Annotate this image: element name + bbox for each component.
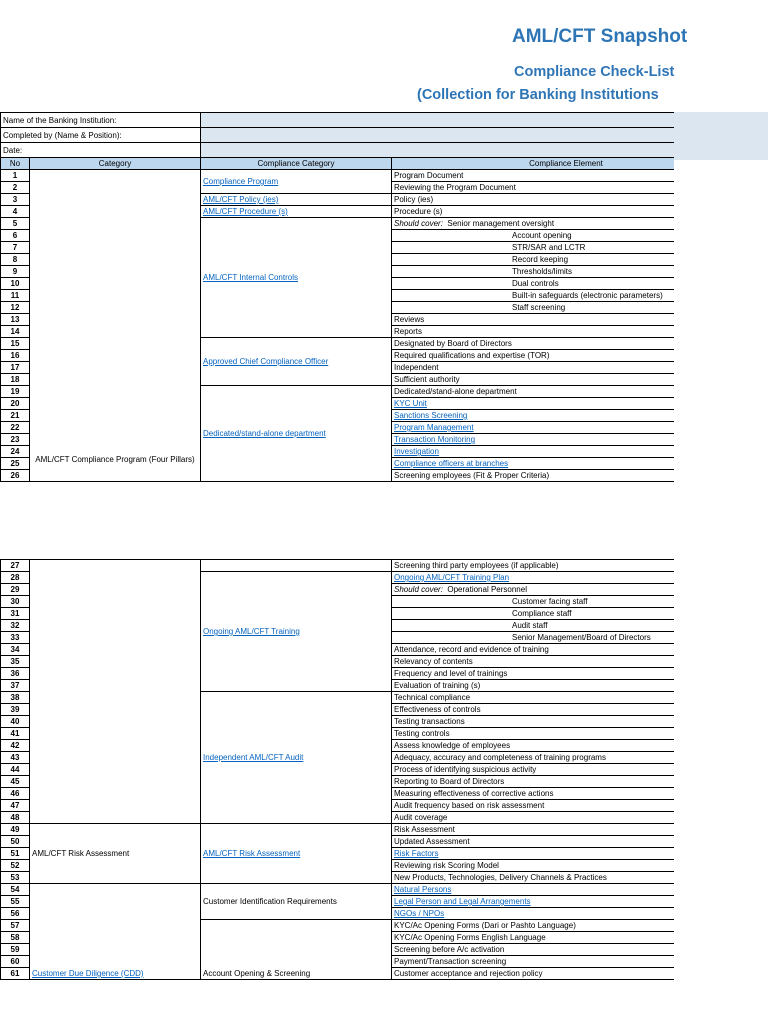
compliance-element: Required qualifications and expertise (TOR) [392,350,675,362]
compliance-element: Assess knowledge of employees [392,740,675,752]
compliance-category-link[interactable]: Approved Chief Compliance Officer [203,357,329,366]
row-no: 12 [1,302,30,314]
row-no: 35 [1,656,30,668]
row-no: 52 [1,860,30,872]
row-no: 47 [1,800,30,812]
compliance-element: Designated by Board of Directors [392,338,675,350]
subtitle-collection: (Collection for Banking Institutions [417,87,659,103]
col-header-compliance-category: Compliance Category [201,158,392,170]
compliance-element: Risk Assessment [392,824,675,836]
compliance-element-link[interactable]: Compliance officers at branches [394,459,509,468]
row-no: 59 [1,944,30,956]
category-cdd-link[interactable]: Customer Due Diligence (CDD) [32,969,144,978]
row-no: 27 [1,560,30,572]
row-no: 46 [1,788,30,800]
row-no: 11 [1,290,30,302]
compliance-element: Screening employees (Fit & Proper Criteria) [392,470,675,482]
field-label: Completed by (Name & Position): [1,128,201,143]
field-label: Date: [1,143,201,158]
row-no: 58 [1,932,30,944]
page-title: AML/CFT Snapshot [512,26,688,47]
compliance-element: New Products, Technologies, Delivery Channels & Practices [392,872,675,884]
row-no: 53 [1,872,30,884]
should-cover-label: Should cover: [394,585,443,594]
row-no: 37 [1,680,30,692]
compliance-element: Compliance staff [392,608,675,620]
row-no: 49 [1,824,30,836]
compliance-element: Audit staff [392,620,675,632]
row-no: 25 [1,458,30,470]
compliance-element-link[interactable]: Investigation [394,447,439,456]
row-no: 38 [1,692,30,704]
checklist-block-1 [0,112,674,524]
category-risk-assessment: AML/CFT Risk Assessment [32,849,130,858]
row-no: 32 [1,620,30,632]
row-no: 34 [1,644,30,656]
col-header-compliance-element: Compliance Element [392,158,675,170]
compliance-element-link[interactable]: NGOs / NPOs [394,909,445,918]
compliance-category-continued [201,560,392,572]
compliance-element: Customer acceptance and rejection policy [392,968,675,980]
category-pillars-continued [30,560,201,824]
row-no: 8 [1,254,30,266]
compliance-element: Senior Management/Board of Directors [392,632,675,644]
row-no: 31 [1,608,30,620]
row-no: 16 [1,350,30,362]
compliance-element: Reviews [392,314,675,326]
row-no: 23 [1,434,30,446]
row-no: 9 [1,266,30,278]
compliance-element: Testing transactions [392,716,675,728]
row-no: 10 [1,278,30,290]
completed-by-field[interactable] [201,128,675,143]
checklist-block-2 [0,559,674,1024]
compliance-element: Built-in safeguards (electronic parameters) [392,290,675,302]
row-no: 15 [1,338,30,350]
row-no: 33 [1,632,30,644]
compliance-element: Dedicated/stand-alone department [392,386,675,398]
compliance-element: Record keeping [392,254,675,266]
category-pillars: AML/CFT Compliance Program (Four Pillars) [35,455,195,464]
row-no: 1 [1,170,30,182]
compliance-element: Relevancy of contents [392,656,675,668]
field-label: Name of the Banking Institution: [1,113,201,128]
row-no: 45 [1,776,30,788]
row-no: 56 [1,908,30,920]
compliance-element: Senior management oversight [447,219,555,228]
row-no: 19 [1,386,30,398]
compliance-element: Staff screening [392,302,675,314]
compliance-element: Sufficient authority [392,374,675,386]
compliance-element-link[interactable]: KYC Unit [394,399,427,408]
compliance-category-link[interactable]: AML/CFT Policy (ies) [203,195,279,204]
row-no: 24 [1,446,30,458]
compliance-element: Evaluation of training (s) [392,680,675,692]
row-no: 48 [1,812,30,824]
row-no: 4 [1,206,30,218]
compliance-element-link[interactable]: Risk Factors [394,849,439,858]
compliance-element: Audit frequency based on risk assessment [392,800,675,812]
compliance-element: Adequacy, accuracy and completeness of training programs [392,752,675,764]
row-no: 54 [1,884,30,896]
compliance-element: Measuring effectiveness of corrective actions [392,788,675,800]
compliance-element: Reports [392,326,675,338]
compliance-element: Payment/Transaction screening [392,956,675,968]
compliance-element: Operational Personnel [447,585,527,594]
compliance-category: Account Opening & Screening [203,969,311,978]
row-no: 2 [1,182,30,194]
header-shade [674,112,768,160]
row-no: 51 [1,848,30,860]
row-no: 61 [1,968,30,980]
compliance-element: Customer facing staff [392,596,675,608]
compliance-element: Process of identifying suspicious activity [392,764,675,776]
compliance-element-link[interactable]: Sanctions Screening [394,411,468,420]
row-no: 14 [1,326,30,338]
col-header-no: No [1,158,30,170]
row-no: 30 [1,596,30,608]
institution-name-field[interactable] [201,113,675,128]
compliance-element-link[interactable]: Ongoing AML/CFT Training Plan [394,573,510,582]
row-no: 29 [1,584,30,596]
row-no: 28 [1,572,30,584]
compliance-element: Thresholds/limits [392,266,675,278]
row-no: 13 [1,314,30,326]
compliance-element: Effectiveness of controls [392,704,675,716]
compliance-category-link[interactable]: AML/CFT Procedure (s) [203,207,288,216]
row-no: 18 [1,374,30,386]
row-no: 41 [1,728,30,740]
compliance-category-link[interactable]: AML/CFT Internal Controls [203,273,298,282]
compliance-element: Attendance, record and evidence of training [392,644,675,656]
compliance-element: KYC/Ac Opening Forms English Language [392,932,675,944]
row-no: 5 [1,218,30,230]
row-no: 44 [1,764,30,776]
compliance-element-link[interactable]: Program Management [394,423,474,432]
compliance-element: Dual controls [392,278,675,290]
compliance-element: STR/SAR and LCTR [392,242,675,254]
compliance-element: Procedure (s) [392,206,675,218]
compliance-category-link[interactable]: AML/CFT Risk Assessment [203,849,301,858]
row-no: 22 [1,422,30,434]
compliance-element: Frequency and level of trainings [392,668,675,680]
compliance-category-link[interactable]: Compliance Program [203,177,279,186]
compliance-element: Policy (ies) [392,194,675,206]
compliance-element: Screening third party employees (if applicable) [392,560,675,572]
compliance-element: Program Document [392,170,675,182]
compliance-element: Independent [392,362,675,374]
row-no: 26 [1,470,30,482]
compliance-element: Reporting to Board of Directors [392,776,675,788]
col-header-category: Category [30,158,201,170]
compliance-element: Audit coverage [392,812,675,824]
compliance-category-link[interactable]: Dedicated/stand-alone department [203,429,326,438]
compliance-element-link[interactable]: Transaction Monitoring [394,435,476,444]
row-no: 40 [1,716,30,728]
compliance-element: Technical compliance [392,692,675,704]
compliance-category-link[interactable]: Independent AML/CFT Audit [203,753,304,762]
compliance-element: Updated Assessment [392,836,675,848]
compliance-element: Reviewing the Program Document [392,182,675,194]
row-no: 17 [1,362,30,374]
date-field[interactable] [201,143,675,158]
compliance-element-link[interactable]: Legal Person and Legal Arrangements [394,897,531,906]
compliance-element: KYC/Ac Opening Forms (Dari or Pashto Language) [392,920,675,932]
compliance-element: Screening before A/c activation [392,944,675,956]
should-cover-label: Should cover: [394,219,443,228]
row-no: 3 [1,194,30,206]
row-no: 50 [1,836,30,848]
compliance-element: Reviewing risk Scoring Model [392,860,675,872]
row-no: 7 [1,242,30,254]
row-no: 43 [1,752,30,764]
row-no: 55 [1,896,30,908]
compliance-category: Customer Identification Requirements [203,897,337,906]
compliance-element: Account opening [392,230,675,242]
row-no: 20 [1,398,30,410]
compliance-element-link[interactable]: Natural Persons [394,885,452,894]
row-no: 60 [1,956,30,968]
compliance-category-link[interactable]: Ongoing AML/CFT Training [203,627,300,636]
row-no: 57 [1,920,30,932]
row-no: 39 [1,704,30,716]
row-no: 6 [1,230,30,242]
row-no: 36 [1,668,30,680]
subtitle: Compliance Check-List [514,64,675,80]
row-no: 42 [1,740,30,752]
row-no: 21 [1,410,30,422]
compliance-element: Testing controls [392,728,675,740]
